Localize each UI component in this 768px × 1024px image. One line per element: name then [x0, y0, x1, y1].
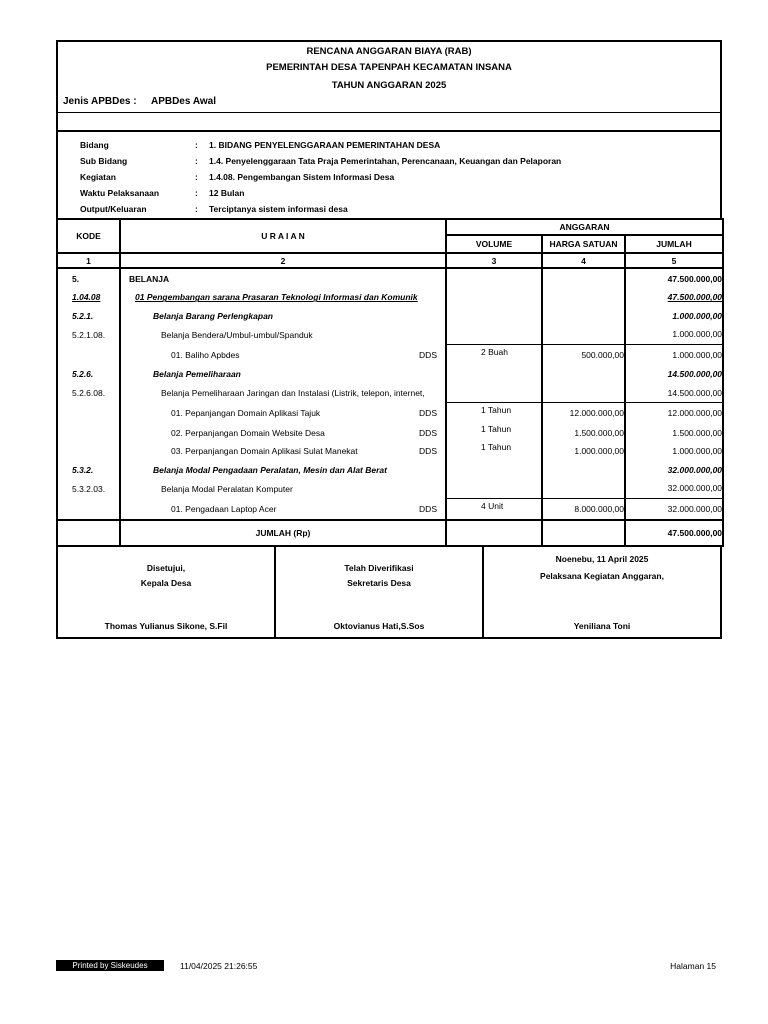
info-label: Output/Keluaran	[80, 204, 147, 214]
print-timestamp: 11/04/2025 21:26:55	[180, 961, 258, 971]
row-volume	[446, 288, 542, 307]
row-kode	[57, 403, 120, 424]
table-row	[57, 479, 723, 498]
row-harga-satuan: 1.500.000,00	[542, 424, 625, 443]
row-volume: 2 Buah	[446, 344, 542, 365]
row-kode: 5.2.1.08.	[57, 325, 120, 344]
table-row	[57, 498, 723, 520]
row-source-fund: DDS	[419, 427, 437, 438]
row-jumlah: 1.000.000,00	[625, 325, 723, 344]
row-volume: 1 Tahun	[446, 424, 542, 443]
page-footer	[56, 960, 722, 974]
row-uraian	[120, 307, 446, 326]
row-kode	[57, 442, 120, 461]
row-uraian	[120, 403, 446, 424]
printed-by-label: Printed by Siskeudes	[56, 960, 164, 971]
row-uraian-text: 01 Pengembangan sarana Prasaran Teknologi Informasi dan Komunik	[135, 292, 418, 303]
column-number-row	[57, 253, 723, 268]
info-value: 12 Bulan	[209, 188, 245, 198]
col-header-volume: VOLUME	[446, 235, 542, 253]
row-uraian	[120, 344, 446, 365]
info-row: Output/Keluaran : Terciptanya sistem informasi desa	[80, 204, 348, 214]
row-kode: 5.	[57, 268, 120, 288]
signature-pelaksana	[484, 547, 720, 637]
table-row	[57, 268, 723, 288]
row-kode: 5.2.1.	[57, 307, 120, 326]
table-row	[57, 461, 723, 480]
row-volume: 1 Tahun	[446, 403, 542, 424]
row-jumlah: 32.000.000,00	[625, 479, 723, 498]
row-harga-satuan	[542, 325, 625, 344]
table-row	[57, 307, 723, 326]
col-header-jumlah: JUMLAH	[625, 235, 723, 253]
row-source-fund: DDS	[419, 446, 437, 457]
row-kode: 5.3.2.	[57, 461, 120, 480]
row-volume	[446, 479, 542, 498]
row-volume	[446, 268, 542, 288]
row-uraian-text: 01. Baliho Apbdes	[171, 349, 240, 360]
jenis-apbdes-label: Jenis APBDes :	[63, 96, 137, 107]
row-harga-satuan	[542, 268, 625, 288]
signature-name: Thomas Yulianus Sikone, S.Fil	[104, 621, 228, 631]
row-volume: 4 Unit	[446, 498, 542, 520]
info-value: 1.4.08. Pengembangan Sistem Informasi Desa	[209, 172, 395, 182]
row-uraian	[120, 384, 446, 403]
table-header-row	[57, 219, 723, 235]
signature-kepala-desa	[58, 547, 276, 637]
row-uraian	[120, 365, 446, 384]
row-source-fund: DDS	[419, 349, 437, 360]
row-uraian	[120, 325, 446, 344]
row-kode	[57, 424, 120, 443]
row-jumlah: 12.000.000,00	[625, 403, 723, 424]
row-jumlah: 1.000.000,00	[625, 442, 723, 461]
row-kode	[57, 498, 120, 520]
government-title: PEMERINTAH DESA TAPENPAH KECAMATAN INSANA	[266, 62, 512, 73]
row-uraian	[120, 479, 446, 498]
row-jumlah: 32.000.000,00	[625, 498, 723, 520]
row-uraian-text: Belanja Bendera/Umbul-umbul/Spanduk	[161, 329, 313, 340]
row-harga-satuan	[542, 365, 625, 384]
col-number: 2	[120, 253, 446, 268]
row-kode: 5.2.6.08.	[57, 384, 120, 403]
row-uraian	[120, 498, 446, 520]
row-harga-satuan: 1.000.000,00	[542, 442, 625, 461]
row-jumlah: 14.500.000,00	[625, 384, 723, 403]
row-uraian-text: 02. Perpanjangan Domain Website Desa	[171, 427, 325, 438]
signature-role: Sekretaris Desa	[347, 578, 411, 588]
budget-rows	[57, 268, 723, 520]
row-volume	[446, 325, 542, 344]
row-uraian-text: 01. Pengadaan Laptop Acer	[171, 503, 277, 514]
table-row	[57, 344, 723, 365]
row-uraian	[120, 268, 446, 288]
table-row	[57, 384, 723, 403]
row-harga-satuan	[542, 461, 625, 480]
table-row	[57, 365, 723, 384]
row-kode: 5.2.6.	[57, 365, 120, 384]
info-label: Sub Bidang	[80, 156, 128, 166]
total-row	[57, 520, 723, 546]
info-value: Terciptanya sistem informasi desa	[209, 204, 348, 214]
col-header-uraian: U R A I A N	[120, 219, 446, 253]
row-uraian-text: Belanja Pemeliharaan Jaringan dan Instalasi (Listrik, telepon, internet,	[161, 388, 425, 398]
row-jumlah: 14.500.000,00	[625, 365, 723, 384]
jenis-apbdes	[63, 96, 228, 107]
row-uraian	[120, 461, 446, 480]
row-volume	[446, 365, 542, 384]
table-row	[57, 325, 723, 344]
signature-caption: Disetujui,	[146, 563, 186, 573]
col-number: 4	[542, 253, 625, 268]
document-header	[56, 40, 722, 112]
signature-sekretaris	[276, 547, 484, 637]
table-row	[57, 403, 723, 424]
row-jumlah: 1.500.000,00	[625, 424, 723, 443]
table-row	[57, 442, 723, 461]
info-row: Waktu Pelaksanaan : 12 Bulan	[80, 188, 245, 198]
row-harga-satuan: 500.000,00	[542, 344, 625, 365]
info-value: 1.4. Penyelenggaraan Tata Praja Pemerintahan, Perencanaan, Keuangan dan Pelaporan	[209, 156, 562, 166]
row-jumlah: 1.000.000,00	[625, 307, 723, 326]
col-number: 5	[625, 253, 723, 268]
row-harga-satuan: 12.000.000,00	[542, 403, 625, 424]
signature-name: Oktovianus Hati,S.Sos	[333, 621, 425, 631]
col-header-harga: HARGA SATUAN	[542, 235, 625, 253]
spacer-row	[56, 112, 722, 130]
info-row: Bidang : 1. BIDANG PENYELENGGARAAN PEMERINTAHAN DESA	[80, 140, 441, 150]
col-number: 1	[57, 253, 120, 268]
signature-block	[56, 547, 722, 639]
row-uraian-text: BELANJA	[129, 273, 170, 284]
row-uraian	[120, 442, 446, 461]
row-harga-satuan	[542, 479, 625, 498]
signature-name: Yeniliana Toni	[573, 621, 631, 631]
row-volume	[446, 461, 542, 480]
row-jumlah: 32.000.000,00	[625, 461, 723, 480]
row-jumlah: 47.500.000,00	[625, 268, 723, 288]
row-volume: 1 Tahun	[446, 442, 542, 461]
row-uraian-text: Belanja Modal Peralatan Komputer	[161, 483, 293, 494]
total-value: 47.500.000,00	[625, 520, 723, 546]
info-label: Waktu Pelaksanaan	[80, 188, 160, 198]
row-jumlah: 1.000.000,00	[625, 344, 723, 365]
row-kode: 5.3.2.03.	[57, 479, 120, 498]
row-jumlah: 47.500.000,00	[625, 288, 723, 307]
row-volume	[446, 384, 542, 403]
info-row: Sub Bidang : 1.4. Penyelenggaraan Tata Praja Pemerintahan, Perencanaan, Keuangan dan Pelaporan	[80, 156, 562, 166]
row-kode	[57, 344, 120, 365]
rab-document	[56, 40, 722, 639]
table-row	[57, 288, 723, 307]
info-row: Kegiatan : 1.4.08. Pengembangan Sistem Informasi Desa	[80, 172, 395, 182]
document-title: RENCANA ANGGARAN BIAYA (RAB)	[306, 46, 472, 57]
row-harga-satuan	[542, 384, 625, 403]
row-volume	[446, 307, 542, 326]
fiscal-year-title: TAHUN ANGGARAN 2025	[331, 80, 447, 91]
table-row	[57, 424, 723, 443]
info-label: Bidang	[80, 140, 109, 150]
signature-caption: Telah Diverifikasi	[344, 563, 414, 573]
row-uraian	[120, 424, 446, 443]
row-harga-satuan	[542, 288, 625, 307]
row-kode: 1.04.08	[57, 288, 120, 307]
activity-info	[56, 130, 722, 218]
budget-table	[56, 218, 724, 547]
row-source-fund: DDS	[419, 503, 437, 514]
info-label: Kegiatan	[80, 172, 116, 182]
row-harga-satuan	[542, 307, 625, 326]
col-number: 3	[446, 253, 542, 268]
row-uraian-text: Belanja Pemeliharaan	[153, 369, 241, 380]
page-number: Halaman 15	[670, 961, 716, 971]
signature-place-date: Noenebu, 11 April 2025	[555, 554, 649, 564]
signature-role: Kepala Desa	[140, 578, 192, 588]
col-header-kode: KODE	[57, 219, 120, 253]
col-header-anggaran: ANGGARAN	[446, 219, 723, 235]
signature-role: Pelaksana Kegiatan Anggaran,	[540, 571, 664, 581]
row-uraian-text: Belanja Barang Perlengkapan	[153, 310, 273, 321]
row-uraian-text: Belanja Modal Pengadaan Peralatan, Mesin dan Alat Berat	[153, 464, 387, 475]
row-uraian	[120, 288, 446, 307]
row-harga-satuan: 8.000.000,00	[542, 498, 625, 520]
total-label: JUMLAH (Rp)	[120, 520, 446, 546]
row-uraian-text: 03. Perpanjangan Domain Aplikasi Sulat Manekat	[171, 446, 358, 457]
row-source-fund: DDS	[419, 408, 437, 418]
jenis-apbdes-value: APBDes Awal	[150, 96, 216, 107]
info-value: 1. BIDANG PENYELENGGARAAN PEMERINTAHAN DESA	[209, 140, 441, 150]
row-uraian-text: 01. Pepanjangan Domain Aplikasi Tajuk	[171, 408, 321, 418]
